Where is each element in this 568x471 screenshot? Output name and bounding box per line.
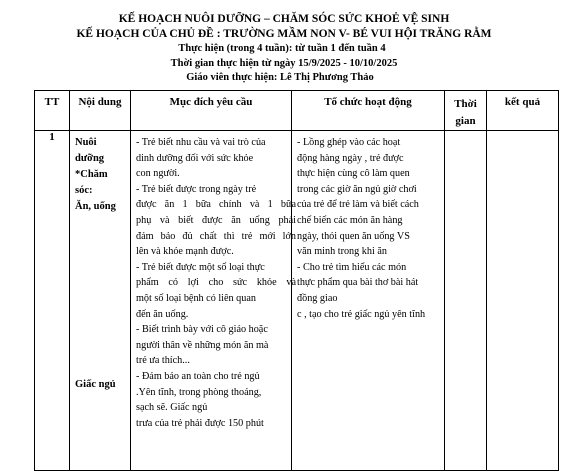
activity-lines bbox=[297, 135, 447, 322]
row-number: 1 bbox=[35, 131, 70, 471]
purpose-line: đến ăn uống. bbox=[136, 308, 189, 320]
activity-line: trong các giờ ăn ngủ giờ chơi bbox=[297, 183, 417, 195]
plan-title: KẾ HOẠCH NUÔI DƯỠNG – CHĂM SÓC SỨC KHOẺ VỆ SINH bbox=[118, 13, 450, 25]
activity-line: ngày, thói quen ăn uống VS bbox=[297, 230, 410, 242]
time-cell bbox=[445, 131, 487, 471]
header-thoi-gian bbox=[445, 91, 487, 131]
activity-cell bbox=[292, 131, 445, 471]
activity-line: thực phẩm qua bài thơ bài hát bbox=[297, 277, 419, 289]
plan-subtitle: KẾ HOẠCH CỦA CHỦ ĐỀ : TRƯỜNG MẦM NON V- BÉ VUI HỘI TRĂNG RẰM bbox=[76, 28, 492, 40]
purpose-line: lên và khỏe mạnh được. bbox=[136, 246, 234, 258]
table-header-row bbox=[35, 91, 559, 131]
activity-line: - Cho trẻ tìm hiểu các món bbox=[297, 261, 407, 273]
purpose-line: trẻ ưa thích... bbox=[136, 355, 190, 367]
content-line: sóc: bbox=[75, 185, 93, 196]
header-tt: TT bbox=[35, 91, 70, 131]
activity-line: thực hiện cùng cô làm quen bbox=[297, 168, 410, 180]
purpose-line: trưa của trẻ phải được 150 phút bbox=[136, 417, 264, 429]
plan-teacher: Giáo viên thực hiện: Lê Thị Phương Thảo bbox=[186, 72, 374, 83]
content-sleep-label: Giấc ngủ bbox=[75, 379, 116, 390]
purpose-line: - Trẻ biết được trong ngày trẻ bbox=[136, 183, 257, 195]
purpose-line: phẩm có lợi cho sức khỏe và bbox=[136, 277, 296, 289]
plan-period: Thực hiện (trong 4 tuần): từ tuần 1 đến tuần 4 bbox=[178, 43, 386, 54]
header-noi-dung: Nội dung bbox=[70, 91, 131, 131]
activity-line: - Lồng ghép vào các hoạt bbox=[297, 137, 401, 148]
content-lines bbox=[75, 135, 137, 215]
activity-line: động hàng ngày , trẻ được bbox=[297, 152, 404, 164]
content-line: Ăn, uống bbox=[75, 201, 116, 212]
purpose-line: phụ và biết được ăn uống phải bbox=[136, 214, 296, 226]
purpose-line: - Đảm bảo an toàn cho trẻ ngủ bbox=[136, 370, 260, 382]
activity-line: chế biến các món ăn hàng bbox=[297, 214, 403, 226]
activity-line: đồng giao bbox=[297, 292, 338, 304]
header-thoi-gian-line-2: gian bbox=[455, 115, 476, 127]
purpose-line: con người. bbox=[136, 168, 180, 180]
content-cell bbox=[70, 131, 131, 471]
activity-line: c , tạo cho trẻ giấc ngủ yên tĩnh bbox=[297, 308, 426, 320]
purpose-line: người thân về những món ăn mà bbox=[136, 339, 269, 351]
purpose-line: một số loại bệnh có liên quan bbox=[136, 292, 256, 304]
content-line: *Chăm bbox=[75, 169, 108, 180]
header-muc-dich: Mục đích yêu cầu bbox=[131, 91, 292, 131]
content-line: dưỡng bbox=[75, 153, 105, 164]
purpose-line: .Yên tĩnh, trong phòng thoáng, bbox=[136, 386, 262, 398]
purpose-cell bbox=[131, 131, 296, 471]
activity-line: văn minh trong khi ăn bbox=[297, 246, 387, 258]
plan-dates: Thời gian thực hiện từ ngày 15/9/2025 - 10/10/2025 bbox=[170, 58, 398, 69]
purpose-line: được ăn 1 bữa chính và 1 bữa bbox=[136, 199, 296, 211]
header-ket-qua: kết quả bbox=[487, 91, 559, 131]
purpose-line: dinh dưỡng đối với sức khỏe bbox=[136, 152, 254, 164]
purpose-line: - Trẻ biết nhu cầu và vai trò của bbox=[136, 137, 266, 148]
plan-table bbox=[34, 90, 559, 471]
result-cell bbox=[487, 131, 559, 471]
content-line: Nuôi bbox=[75, 137, 97, 148]
purpose-line: - Trẻ biết được một số loại thực bbox=[136, 261, 265, 273]
header-to-chuc: Tổ chức hoạt động bbox=[292, 91, 445, 131]
purpose-line: đảm bảo đủ chất thì trẻ mới lớn bbox=[136, 230, 296, 242]
purpose-line: sạch sẽ. Giấc ngủ bbox=[136, 402, 208, 414]
activity-line: của trẻ để trẻ làm và biết cách bbox=[297, 199, 419, 211]
header-thoi-gian-line-1: Thời bbox=[454, 98, 477, 110]
purpose-lines bbox=[136, 135, 296, 431]
purpose-line: - Biết trình bày với cô giáo hoặc bbox=[136, 324, 268, 336]
table-row bbox=[35, 131, 559, 471]
